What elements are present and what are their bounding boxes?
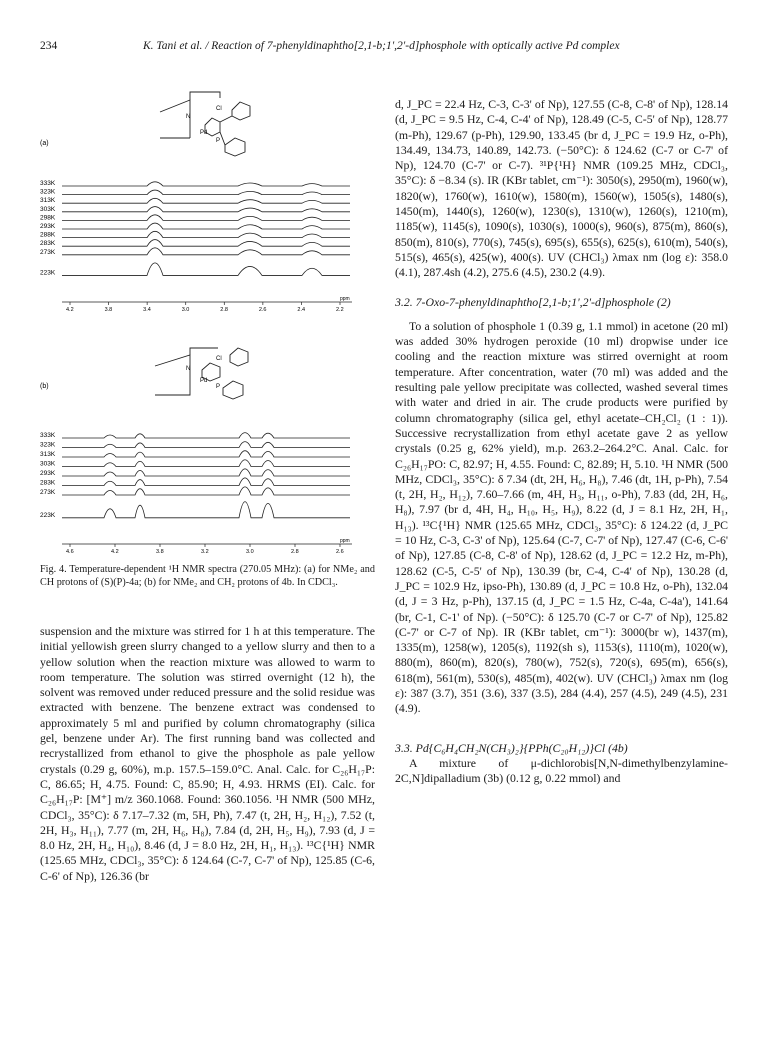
cl-atom-a: Cl <box>216 106 222 112</box>
temperature-label: 313K <box>40 451 56 458</box>
temperature-label: 293K <box>40 223 56 230</box>
traces-panel-b <box>40 432 350 519</box>
axis-tick-label: 3.0 <box>181 307 190 313</box>
temperature-label: 323K <box>40 188 56 196</box>
page-number: 234 <box>40 40 58 52</box>
axis-tick-label: 3.2 <box>201 549 209 555</box>
temperature-label: 313K <box>40 197 56 205</box>
axis-tick-label: 2.4 <box>297 307 306 313</box>
mixture-paragraph: A mixture of μ-dichlorobis[N,N-dimethylbenzylamine-2C,N]dipalladium (3b) (0.12 g, 0.22 mmol) and <box>395 755 728 786</box>
pd-atom-b: Pd <box>200 378 208 384</box>
temperature-label: 273K <box>40 248 56 256</box>
p-atom-a: P <box>216 138 221 144</box>
nmr-trace <box>62 469 350 476</box>
ppm-label: ppm <box>340 538 350 544</box>
structure-b <box>155 348 248 399</box>
nmr-trace <box>62 207 350 212</box>
nmr-trace <box>62 240 350 247</box>
experimental-paragraph: suspension and the mixture was stirred for 1 h at this temperature. The initial yellowish green slurry changed to a yellow slurry and then to a yellow solution when the reaction mixture was allowed to warm to room temperature. The solution was stirred overnight (12 h), the solvent was removed under reduced pressure and the solid residue was extracted with benzene. The benzene extract was condensed to approximately 5 ml and purified by column chromatography (silica gel, benzene under Ar). The first running band was collected and recrystallized from ethanol to give the phosphole as pale yellow crystals (0.29 g, 60%), m.p. 157.5–159.0°C. Anal. Calc. for C₂₆H₁₇P: C, 86.65; H, 4.75. Found: C, 85.90; H, 4.93. HRMS (EI). Calc. for C₂₆H₁₇P: [M⁺] m/z 360.1068. Found: 360.1056. ¹H NMR (500 MHz, CDCl₃, 35°C): δ 7.17–7.32 (m, 5H, Ph), 7.47 (t, 2H, H₂, H₁₂), 7.52 (t, 2H, H₃, H₁₁), 7.77 (m, 2H, H₆, H₈), 7.84 (d, 2H, H₅, H₉), 7.93 (d, J = 8.0 Hz, 2H, H₄, H₁₀), 8.46 (d, J = 8.0 Hz, 2H, H₁, H₁₃). ¹³C{¹H} NMR (125.65 MHz, CDCl₃, 35°C): δ 124.64 (C-7, C-7' of Np), 125.85 (C-6, C-6' of Np), 126.36 (br <box>40 624 375 883</box>
left-column <box>40 624 375 884</box>
temperature-label: 283K <box>40 240 56 248</box>
nmr-trace <box>62 460 350 467</box>
nmr-trace <box>62 198 350 203</box>
temperature-label: 303K <box>40 460 56 468</box>
nmr-trace <box>62 433 350 438</box>
nmr-figure <box>40 70 375 560</box>
nmr-trace <box>62 263 350 276</box>
nmr-trace <box>62 487 350 495</box>
temperature-label: 223K <box>40 269 56 277</box>
nmr-data-paragraph: d, J_PC = 22.4 Hz, C-3, C-3' of Np), 127.55 (C-8, C-8' of Np), 128.14 (d, J_PC = 9.5 Hz, C-4, C-4' of Np), 128.49 (C-5, C-5' of Np), 128.77 (m-Ph), 129.67 (p-Ph), 129.90, 133.45 (br d, J_PC = 19.9 Hz, o-Ph), 134.49, 134.73, 140.89, 142.73. (−50°C): δ 124.62 (C-7 or C-7' of Np), 124.70 (C-7' or C-7). ³¹P{¹H} NMR (109.25 MHz, CDCl₃, 35°C): δ −8.34 (s). IR (KBr tablet, cm⁻¹): 3050(s), 2950(m), 1960(w), 1820(w), 1760(w), 1610(w), 1580(m), 1560(w), 1505(s), 1480(s), 1450(m), 1440(s), 1260(w), 1230(s), 1310(w), 1260(s), 1210(m), 1185(w), 1145(s), 1090(s), 1030(s), 1000(s), 960(s), 875(m), 860(s), 850(m), 810(s), 770(s), 745(s), 695(s), 655(s), 625(s), 610(m), 540(s), 515(s), 465(s), 425(w), 400(s). UV (CHCl₃) λmax nm (log ε): 358.0 (4.1), 287.4sh (4.2), 275.6 (4.5), 230.2 (4.9). <box>395 97 728 280</box>
p-atom-b: P <box>216 384 221 390</box>
temperature-label: 323K <box>40 441 56 449</box>
axis-tick-label: 2.6 <box>258 307 267 313</box>
axis-panel-b <box>62 538 352 555</box>
panel-a-label: (a) <box>40 140 49 147</box>
axis-tick-label: 3.0 <box>246 549 254 555</box>
nmr-trace <box>62 223 350 229</box>
nmr-trace <box>62 502 350 518</box>
temperature-label: 298K <box>40 214 56 222</box>
right-column <box>395 97 728 786</box>
section-heading-3-3: 3.3. Pd{C₆H₄CH₂N(CH₃)₂}{PPh(C₂₀H₁₂)}Cl (4b) <box>395 740 628 755</box>
nmr-trace <box>62 451 350 457</box>
axis-panel-a <box>62 296 352 313</box>
ppm-label: ppm <box>340 296 350 302</box>
nmr-trace <box>62 442 350 448</box>
cl-atom-b: Cl <box>216 356 222 362</box>
synthesis-paragraph: To a solution of phosphole 1 (0.39 g, 1.1 mmol) in acetone (20 ml) was added 30% hydrogen peroxide (10 ml) dropwise under ice cooling and the reaction mixture was stirred overnight at room temperature. After concentration, water (70 ml) was added and the resulting pale yellow precipitate was collected, washed several times with water and dried in air. The crude products were purified by column chromatography (silica gel, ethyl acetate–CH₂Cl₂ (1 : 1)). Successive recrystallization from ethyl acetate gave 2 as yellow crystals (0.25 g, 62% yield), m.p. 263.2–264.2°C. Anal. Calc. for C₂₆H₁₇PO: C, 82.97; H, 4.55. Found: C, 82.89; H, 5.10. ¹H NMR (500 MHz, CDCl₃, 35°C): δ 7.34 (dt, 2H, H₆, H₈), 7.46 (dt, 1H, p-Ph), 7.54 (t, 2H, H₂, H₁₂), 7.60–7.66 (m, 4H, H₃, H₁₁, o-Ph), 7.83 (dd, 2H, H₆, H₈), 7.97 (br d, 4H, H₄, H₁₀, H₅, H₉), 8.22 (d, J = 8.1 Hz, 2H, H₁, H₁₃). ¹³C{¹H} NMR (125.65 MHz, CDCl₃, 35°C): δ 124.22 (d, J_PC = 10 Hz, C-3, C-3' of Np), 125.64 (C-7, C-7' of Np), 127.47 (C-6, C-6' of Np), 127.85 (C-8, C-8' of Np), 128.62 (d, J_PC = 12.2 Hz, m-Ph), 128.62 (C-5, C-5' of Np), 130.39 (br, C-4, C-4' of Np), 130.28 (d, J_PC = 102.9 Hz, ipso-Ph), 130.89 (d, J_PC = 10.8 Hz, o-Ph), 132.04 (d, J = 3 Hz, p-Ph), 137.15 (d, J_PC = 1.5 Hz, C-4a, C-4a'), 141.64 (br, C-1, C-1' of Np). (−50°C): δ 125.70 (C-7 or C-7' of Np), 125.82 (C-7' or C-7 of Np). IR (KBr tablet, cm⁻¹): 3000(br w), 1437(m), 1335(m), 1258(w), 1205(s), 1192(sh s), 1153(s), 1110(m), 1020(w), 880(m), 860(m), 820(s), 780(w), 752(s), 720(s), 695(m), 656(s), 618(m), 561(m), 530(s), 485(m), 402(w). UV (CHCl₃) λmax nm (log ε): 387 (3.7), 351 (3.6), 337 (3.5), 284 (4.4), 257 (4.5), 249 (4.5), 231 (4.9). <box>395 318 728 716</box>
n-atom-b: N <box>186 366 191 372</box>
n-atom-a: N <box>186 114 191 120</box>
axis-tick-label: 3.4 <box>143 307 151 313</box>
axis-tick-label: 4.6 <box>66 549 74 555</box>
nmr-trace <box>62 231 350 237</box>
temperature-label: 283K <box>40 479 56 487</box>
axis-tick-label: 2.6 <box>336 549 344 555</box>
axis-tick-label: 2.8 <box>291 549 299 555</box>
pd-atom-a: Pd <box>200 130 208 136</box>
nmr-trace <box>62 248 350 255</box>
nmr-trace <box>62 215 350 221</box>
traces-panel-a <box>40 180 350 276</box>
temperature-label: 303K <box>40 205 56 213</box>
nmr-trace <box>62 182 350 186</box>
nmr-trace <box>62 190 350 195</box>
axis-tick-label: 4.2 <box>111 549 119 555</box>
temperature-label: 293K <box>40 470 56 477</box>
temperature-label: 333K <box>40 432 56 439</box>
temperature-label: 288K <box>40 231 56 239</box>
section-heading-3-2: 3.2. 7-Oxo-7-phenyldinaphtho[2,1-b;1',2'-d]phosphole (2) <box>395 294 671 309</box>
figure-caption: Fig. 4. Temperature-dependent ¹H NMR spectra (270.05 MHz): (a) for NMe₂ and CH protons of (S)(P)-4a; (b) for NMe₂ and CH₂ protons of 4b. In CDCl₃. <box>40 564 375 589</box>
axis-tick-label: 4.2 <box>66 307 74 313</box>
running-title: K. Tani et al. / Reaction of 7-phenyldinaphtho[2,1-b;1',2'-d]phosphole with optically active Pd complex <box>143 40 620 52</box>
axis-tick-label: 3.8 <box>156 549 164 555</box>
axis-tick-label: 3.8 <box>104 307 113 313</box>
axis-tick-label: 2.8 <box>220 307 228 313</box>
temperature-label: 333K <box>40 180 56 187</box>
axis-tick-label: 2.2 <box>336 307 344 313</box>
nmr-trace <box>62 478 350 486</box>
panel-b-label: (b) <box>40 383 49 390</box>
structure-a <box>160 92 250 156</box>
temperature-label: 223K <box>40 511 56 519</box>
temperature-label: 273K <box>40 489 56 496</box>
